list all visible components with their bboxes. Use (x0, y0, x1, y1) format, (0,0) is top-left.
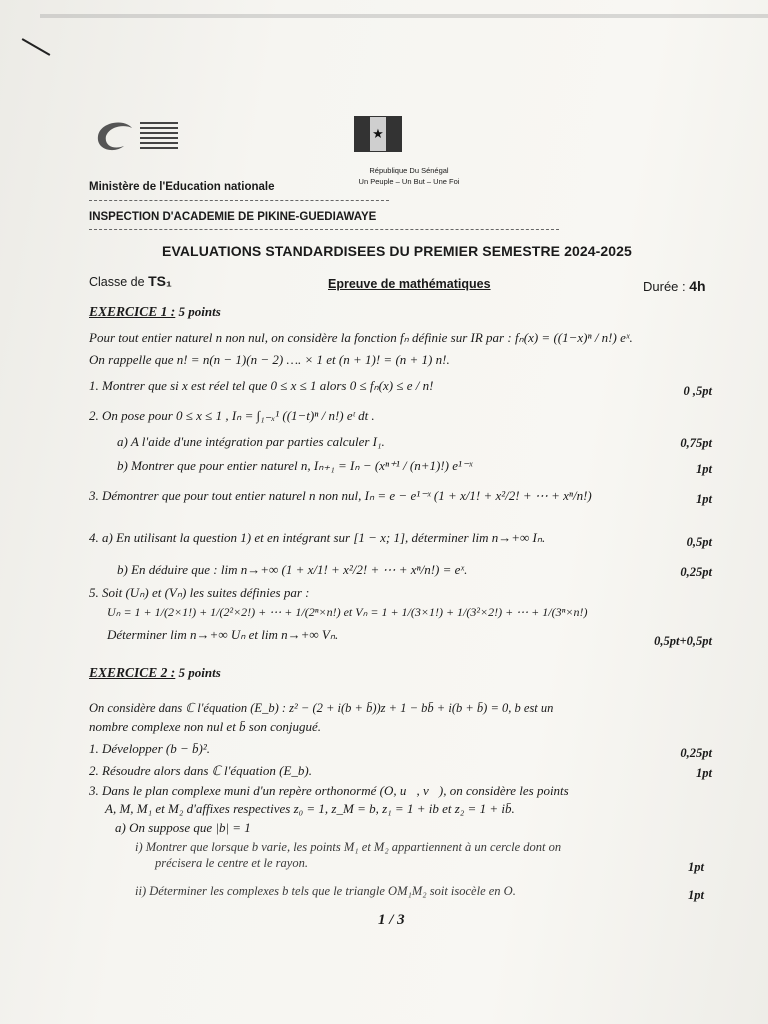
republic-motto-line: Un Peuple – Un But – Une Foi (358, 177, 460, 186)
ex2-question-2: 2. Résoudre alors dans ℂ l'équation (E_b). (89, 763, 312, 778)
ex1-question-1: 1. Montrer que si x est réel tel que 0 ≤ x ≤ 1 alors 0 ≤ fₙ(x) ≤ e / n! (89, 378, 434, 393)
ex1-question-2: 2. On pose pour 0 ≤ x ≤ 1 , Iₙ = ∫₁₋ₓ¹ ((1−t)ⁿ / n!) eᵗ dt . (89, 408, 375, 423)
ex1-question-3: 3. Démontrer que pour tout entier naturel n non nul, Iₙ = e − e¹⁻ˣ (1 + x/1! + x²/2! + ⋯ + xⁿ/n!) (89, 488, 592, 503)
exercise2-heading (89, 665, 221, 681)
ex2-question-3a: a) On suppose que |b| = 1 (115, 820, 251, 835)
pen-mark (22, 38, 51, 56)
ex2-intro2: nombre complexe non nul et b̄ son conjugué. (89, 719, 322, 734)
class-info (89, 273, 172, 289)
republic-name: République Du Sénégal (369, 166, 449, 175)
ex2-question-3a-i: i) Montrer que lorsque b varie, les points M₁ et M₂ appartiennent à un cercle dont on (135, 840, 562, 854)
republic-motto (346, 165, 472, 187)
ex2-question-3-points-def: A, M, M₁ et M₂ d'affixes respectives z₀ = 1, z_M = b, z₁ = 1 + ib et z₂ = 1 + ib̄. (105, 801, 515, 816)
ex2-question-3a-i-cont: préciserа le centre et le rayon. (155, 856, 308, 870)
ex1-question-2b: b) Montrer que pour entier naturel n, Iₙ₊₁ = Iₙ − (xⁿ⁺¹ / (n+1)!) e¹⁻ˣ (117, 458, 473, 473)
class-value: TS₁ (148, 273, 172, 289)
ministry-name: Ministère de l'Education nationale (89, 181, 275, 193)
ex1-q1-points: 0 ,5pt (683, 384, 712, 398)
ex1-intro2: On rappelle que n! = n(n − 1)(n − 2) …. × 1 et (n + 1)! = (n + 1) n!. (89, 352, 450, 367)
ex2-question-3: 3. Dans le plan complexe muni d'un repère orthonormé (O, u⃗, v⃗), on considère les points (89, 783, 569, 798)
exercise1-heading (89, 304, 221, 320)
ex1-q5-determine: Déterminer lim n→+∞ Uₙ et lim n→+∞ Vₙ. (107, 627, 339, 642)
senegal-flag-icon: ★ (354, 116, 402, 152)
exercise1-points: 5 points (178, 304, 221, 319)
ex1-question-2a: a) A l'aide d'une intégration par parties calculer I₁. (117, 434, 385, 449)
ex2-q2-points: 1pt (696, 766, 712, 780)
ex2-q3aii-points: 1pt (688, 888, 704, 902)
ex1-q4b-points: 0,25pt (680, 565, 712, 579)
class-label: Classe de (89, 275, 145, 289)
ministry-logo-icon (94, 116, 180, 156)
ex1-q3-points: 1pt (696, 492, 712, 506)
ex1-q4a-points: 0,5pt (686, 535, 712, 549)
ex1-intro1: Pour tout entier naturel n non nul, on considère la fonction fₙ définie sur IR par : fₙ(x) = ((1−x)ⁿ / n!) eˣ. (89, 330, 633, 345)
page-number: 1 / 3 (378, 912, 405, 928)
ex2-question-3a-ii: ii) Déterminer les complexes b tels que le triangle OM₁M₂ soit isocèle en O. (135, 884, 516, 898)
exam-title: EVALUATIONS STANDARDISEES DU PREMIER SEMESTRE 2024-2025 (162, 243, 632, 259)
subject-title: Epreuve de mathématiques (328, 277, 491, 291)
ex2-q3ai-points: 1pt (688, 860, 704, 874)
divider (89, 229, 559, 230)
ex1-q2b-points: 1pt (696, 462, 712, 476)
duration-label: Durée : (643, 279, 686, 294)
page-top-edge (40, 14, 768, 18)
divider (89, 200, 389, 201)
exercise2-points: 5 points (178, 665, 221, 680)
ex1-q2a-points: 0,75pt (680, 436, 712, 450)
ex1-question-5: 5. Soit (Uₙ) et (Vₙ) les suites définies par : (89, 585, 310, 600)
ex1-question-4b: b) En déduire que : lim n→+∞ (1 + x/1! + x²/2! + ⋯ + xⁿ/n!) = eˣ. (117, 562, 468, 577)
exercise1-title: EXERCICE 1 : (89, 304, 176, 319)
exercise2-title: EXERCICE 2 : (89, 665, 176, 680)
ex1-q5-points: 0,5pt+0,5pt (654, 634, 712, 648)
ex2-q1-points: 0,25pt (680, 746, 712, 760)
ex2-intro1: On considère dans ℂ l'équation (E_b) : z² − (2 + i(b + b̄))z + 1 − bb̄ + i(b + b̄) = 0, b est un (89, 701, 554, 715)
duration-value: 4h (689, 278, 706, 294)
inspection-name: INSPECTION D'ACADEMIE DE PIKINE-GUEDIAWAYE (89, 211, 377, 223)
ex1-q5-sequences: Uₙ = 1 + 1/(2×1!) + 1/(2²×2!) + ⋯ + 1/(2ⁿ×n!) et Vₙ = 1 + 1/(3×1!) + 1/(3²×2!) + ⋯ + 1/(3ⁿ×n!) (107, 605, 588, 619)
ex2-question-1: 1. Développer (b − b̄)². (89, 741, 210, 756)
duration (643, 278, 706, 294)
ex1-question-4a: 4. a) En utilisant la question 1) et en intégrant sur [1 − x; 1], déterminer lim n→+∞ Iₙ. (89, 530, 546, 545)
